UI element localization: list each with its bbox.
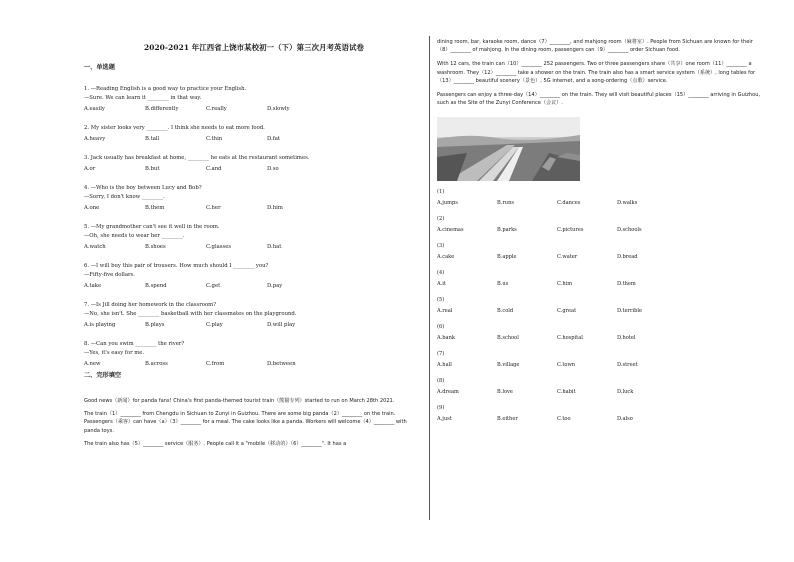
- question-stem-line: 5. —My grandmother can't see it well in the room.: [84, 224, 220, 230]
- question-stem-line: —Oh, she needs to wear her ________.: [84, 233, 185, 239]
- option-choice[interactable]: A.one: [84, 205, 100, 211]
- option-choice[interactable]: D.walks: [617, 200, 638, 207]
- question-stem-line: 3. Jack usually has breakfast at home, ________ he eats at the restaurant sometimes.: [84, 155, 310, 161]
- option-choice[interactable]: C.habit: [557, 389, 576, 396]
- section-heading-single-choice: 一、单选题: [84, 64, 115, 71]
- option-choice[interactable]: B.runs: [497, 200, 514, 207]
- option-choice[interactable]: D.them: [617, 281, 636, 288]
- question-stem-line: 2. My sister looks very ________. I think she needs to eat more food.: [84, 125, 265, 131]
- option-choice[interactable]: B.tall: [145, 136, 160, 142]
- panda-train-photo: [437, 117, 580, 181]
- option-choice[interactable]: C.pictures: [557, 227, 584, 234]
- cloze-number: (1): [437, 189, 445, 196]
- option-choice[interactable]: C.get: [206, 283, 221, 289]
- option-choice[interactable]: D.pay: [267, 283, 283, 289]
- option-choice[interactable]: C.too: [557, 416, 571, 423]
- option-row: [437, 415, 767, 424]
- option-choice[interactable]: B.across: [145, 361, 168, 367]
- option-choice[interactable]: B.but: [145, 166, 160, 172]
- passage-paragraph: The train also has（5）________ service（服务）. People call it a "mobile（移动的）（6）________". It has a: [84, 440, 347, 447]
- option-choice[interactable]: B.school: [497, 335, 519, 342]
- question-stem-line: 4. —Who is the boy between Lucy and Bob?: [84, 185, 202, 191]
- option-choice[interactable]: C.town: [557, 362, 576, 369]
- option-choice[interactable]: A.or: [84, 166, 96, 172]
- cloze-passage-left: [84, 397, 424, 448]
- option-choice[interactable]: B.parks: [497, 227, 517, 234]
- cloze-number: (4): [437, 270, 445, 277]
- option-choice[interactable]: A.real: [437, 308, 453, 315]
- question-stem-line: —Yes, it's easy for me.: [84, 350, 145, 356]
- option-row: [437, 334, 767, 343]
- question-stem-line: —No, she isn't. She ________ basketball with her classmates on the playground.: [84, 311, 297, 317]
- option-choice[interactable]: D.so: [267, 166, 279, 172]
- question-block: [84, 262, 424, 291]
- question-stem-line: 7. —Is Jill doing her homework in the classroom?: [84, 302, 217, 308]
- option-choice[interactable]: D.between: [267, 361, 296, 367]
- option-choice[interactable]: C.him: [557, 281, 573, 288]
- question-block: [84, 340, 424, 369]
- cloze-number: (5): [437, 297, 445, 304]
- option-choice[interactable]: D.fat: [267, 136, 280, 142]
- option-choice[interactable]: D.slowly: [267, 106, 290, 112]
- question-stem-line: —Fifty-five dollars.: [84, 272, 135, 278]
- option-row: [84, 360, 424, 369]
- option-choice[interactable]: D.will play: [267, 322, 296, 328]
- option-choice[interactable]: A.heavy: [84, 136, 106, 142]
- option-row: [84, 165, 424, 174]
- question-stem-line: 8. —Can you swim ________ the river?: [84, 341, 185, 347]
- question-list: [84, 85, 424, 369]
- option-choice[interactable]: B.shoes: [145, 244, 166, 250]
- option-row: [437, 361, 767, 370]
- option-choice[interactable]: C.great: [557, 308, 577, 315]
- cloze-item: [437, 404, 767, 424]
- option-choice[interactable]: A.jumps: [437, 200, 458, 207]
- option-row: [84, 204, 424, 213]
- option-choice[interactable]: A.bank: [437, 335, 455, 342]
- passage-paragraph: Good news（新闻）for panda fans! China's first panda-themed tourist train（熊猫专列）started to run on March 28th 2021.: [84, 398, 395, 404]
- question-block: [84, 301, 424, 330]
- left-column: [84, 38, 424, 453]
- option-choice[interactable]: B.plays: [145, 322, 165, 328]
- question-stem-line: 1. —Reading English is a good way to practice your English.: [84, 86, 247, 92]
- option-choice[interactable]: C.water: [557, 254, 578, 261]
- option-choice[interactable]: D.also: [617, 416, 633, 423]
- option-choice[interactable]: D.terrible: [617, 308, 642, 315]
- option-choice[interactable]: D.schools: [617, 227, 642, 234]
- option-choice[interactable]: C.and: [206, 166, 222, 172]
- right-column: [437, 38, 767, 431]
- option-row: [437, 253, 767, 262]
- cloze-option-list: [437, 188, 767, 424]
- option-row: [437, 388, 767, 397]
- option-choice[interactable]: D.hat: [267, 244, 282, 250]
- question-stem-line: —Sorry, I don't know ________.: [84, 194, 165, 200]
- cloze-item: [437, 269, 767, 289]
- option-choice[interactable]: D.street: [617, 362, 638, 369]
- option-row: [437, 280, 767, 289]
- section-heading-cloze: 二、完形填空: [84, 372, 122, 379]
- option-choice[interactable]: A.easily: [84, 106, 105, 112]
- cloze-number: (9): [437, 405, 445, 412]
- option-choice[interactable]: A.is playing: [84, 322, 116, 328]
- train-landscape-image: [437, 117, 580, 181]
- option-choice[interactable]: A.just: [437, 416, 452, 423]
- option-choice[interactable]: A.new: [84, 361, 101, 367]
- cloze-number: (7): [437, 351, 445, 358]
- question-block: [84, 154, 424, 174]
- question-stem-line: —Sure. We can learn it ________ in that way.: [84, 95, 202, 101]
- option-choice[interactable]: C.from: [206, 361, 225, 367]
- option-choice[interactable]: C.her: [206, 205, 221, 211]
- option-choice[interactable]: A.dream: [437, 389, 459, 396]
- passage-paragraph: With 12 cars, the train can（10）________ 252 passengers. Two or three passengers share（共享）one room（11）________ a washroom. They（12）________ take a shower on the train. The train also has a smart service system（系统）, long tables for（13）________ beautiful scenery（景色）, 5G internet, and a song-ordering（点歌）service.: [437, 61, 756, 84]
- question-block: [84, 124, 424, 144]
- cloze-item: [437, 323, 767, 343]
- option-choice[interactable]: A.hall: [437, 362, 452, 369]
- cloze-number: (8): [437, 378, 445, 385]
- option-choice[interactable]: D.bread: [617, 254, 638, 261]
- cloze-number: (2): [437, 216, 445, 223]
- option-choice[interactable]: B.spend: [145, 283, 167, 289]
- option-choice[interactable]: C.dances: [557, 200, 581, 207]
- exam-title: 2020-2021 年江西省上饶市某校初一（下）第三次月考英语试卷: [143, 43, 365, 52]
- option-row: [84, 282, 424, 291]
- option-choice[interactable]: B.differently: [145, 106, 179, 112]
- option-choice[interactable]: B.us: [497, 281, 509, 288]
- cloze-passage-right: [437, 38, 767, 107]
- passage-paragraph: The train（1）________ from Chengdu in Sichuan to Zunyi in Guizhou. There are some big panda（2）________ on the train. Passengers（乘客）can have（a）（3）________ for a meal. The cake looks like a panda. Workers will welcome（4）________ with panda toys.: [84, 411, 407, 434]
- option-choice[interactable]: D.hotel: [617, 335, 636, 342]
- option-row: [84, 105, 424, 114]
- option-row: [84, 321, 424, 330]
- option-choice[interactable]: C.thin: [206, 136, 223, 142]
- option-choice[interactable]: D.luck: [617, 389, 634, 396]
- cloze-item: [437, 377, 767, 397]
- option-row: [437, 226, 767, 235]
- option-choice[interactable]: C.really: [206, 106, 227, 112]
- option-row: [437, 307, 767, 316]
- option-choice[interactable]: C.hospital: [557, 335, 583, 342]
- option-choice[interactable]: A.cinemas: [437, 227, 464, 234]
- option-choice[interactable]: A.take: [84, 283, 102, 289]
- option-row: [84, 243, 424, 252]
- option-choice[interactable]: B.cold: [497, 308, 514, 315]
- column-divider: [429, 36, 430, 520]
- passage-paragraph: dining room, bar, karaoke room, dance（7）________, and mahjong room（麻将室）. People from Sichuan are known for their（8）________ of mahjong. In the dining room, passengers can（9）________ order Sichuan food.: [437, 39, 753, 54]
- cloze-item: [437, 215, 767, 235]
- cloze-item: [437, 296, 767, 316]
- cloze-item: [437, 350, 767, 370]
- option-choice[interactable]: A.watch: [84, 244, 106, 250]
- option-choice[interactable]: A.cake: [437, 254, 455, 261]
- passage-paragraph: Passengers can enjoy a three-day（14）________ on the train. They will visit beautiful places（15）________ arriving in Guizhou, such as the Site of the Zunyi Conference（会议）.: [437, 92, 761, 107]
- option-row: [84, 135, 424, 144]
- option-row: [437, 199, 767, 208]
- option-choice[interactable]: C.glasses: [206, 244, 232, 250]
- cloze-number: (6): [437, 324, 445, 331]
- option-choice[interactable]: B.apple: [497, 254, 517, 261]
- option-choice[interactable]: A.it: [437, 281, 446, 288]
- option-choice[interactable]: B.either: [497, 416, 518, 423]
- option-choice[interactable]: B.love: [497, 389, 513, 396]
- option-choice[interactable]: C.play: [206, 322, 223, 328]
- cloze-item: [437, 242, 767, 262]
- cloze-number: (3): [437, 243, 445, 250]
- cloze-item: [437, 188, 767, 208]
- option-choice[interactable]: B.them: [145, 205, 165, 211]
- question-block: [84, 223, 424, 252]
- option-choice[interactable]: D.him: [267, 205, 283, 211]
- question-block: [84, 85, 424, 114]
- question-stem-line: 6. —I will buy this pair of trousers. How much should I ________ you?: [84, 263, 269, 269]
- option-choice[interactable]: B.village: [497, 362, 520, 369]
- question-block: [84, 184, 424, 213]
